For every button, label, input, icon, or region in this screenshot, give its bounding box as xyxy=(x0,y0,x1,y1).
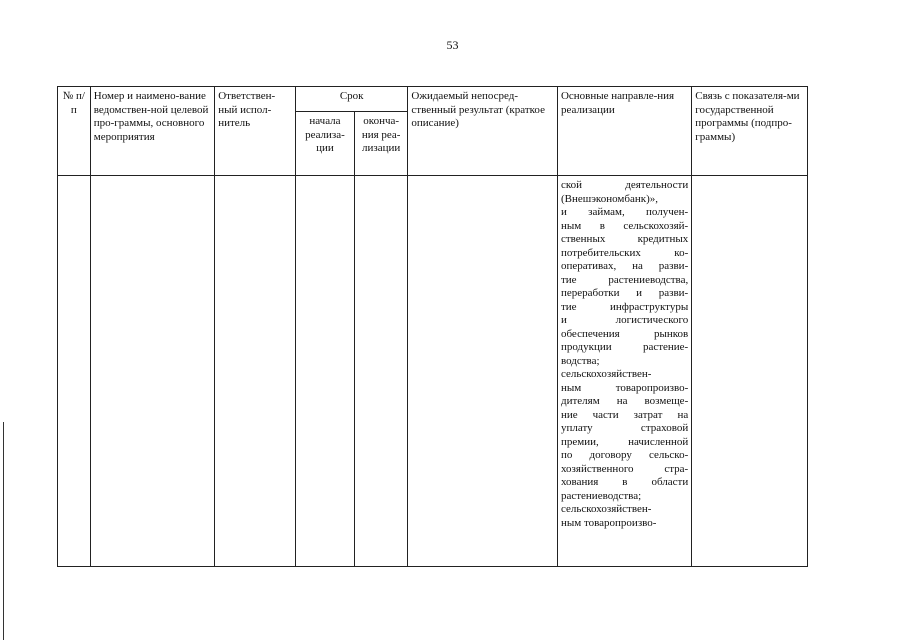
header-executor: Ответствен-ный испол-нитель xyxy=(215,87,296,176)
directions-line: дителям на возмеще- xyxy=(560,395,689,407)
margin-rule xyxy=(3,422,4,640)
directions-line: переработки и разви- xyxy=(560,287,689,299)
header-link: Связь с показателя-ми государственной программы (подпро-граммы) xyxy=(692,87,808,176)
directions-line: ным товаропроизво- xyxy=(560,516,657,529)
directions-line: обеспечения рынков xyxy=(560,327,689,340)
cell-term-end xyxy=(354,176,407,567)
directions-line: премии, начисленной xyxy=(560,435,689,448)
directions-line: оперативах, на разви- xyxy=(560,260,689,272)
cell-directions xyxy=(557,176,691,567)
header-row xyxy=(58,87,808,112)
header-term: Срок xyxy=(295,87,407,112)
table-row xyxy=(58,176,808,567)
directions-line: хования в области xyxy=(560,476,689,488)
page-number: 53 xyxy=(446,38,459,52)
header-directions: Основные направле-ния реализации xyxy=(557,87,691,176)
directions-line: и займам, получен- xyxy=(560,206,689,218)
header-program: Номер и наимено-вание ведомствен-ной целевой про-граммы, основного мероприятия xyxy=(90,87,214,176)
header-result: Ожидаемый непосред-ственный результат (краткое описание) xyxy=(408,87,558,176)
directions-line: по договору сельско- xyxy=(560,449,689,461)
directions-line: сельскохозяйствен- xyxy=(560,368,652,380)
directions-line: продукции растение- xyxy=(560,341,689,353)
cell-link xyxy=(692,176,808,567)
header-term-end: оконча-ния реа-лизации xyxy=(354,112,407,176)
program-table xyxy=(57,86,808,567)
directions-line: ственных кредитных xyxy=(560,233,689,245)
directions-line: хозяйственного стра- xyxy=(560,462,689,475)
directions-line: водства; xyxy=(560,354,600,367)
cell-executor xyxy=(215,176,296,567)
directions-line: уплату страховой xyxy=(560,422,689,434)
directions-line: сельскохозяйствен- xyxy=(560,503,652,515)
cell-num xyxy=(58,176,91,567)
directions-line: тие инфраструктуры xyxy=(560,300,689,313)
directions-line: (Внешэкономбанк)», xyxy=(560,192,658,205)
header-term-start: начала реализа-ции xyxy=(295,112,354,176)
directions-line: ным товаропроизво- xyxy=(560,381,689,394)
directions-line: потребительских ко- xyxy=(560,246,689,259)
cell-result xyxy=(408,176,558,567)
directions-line: ние части затрат на xyxy=(560,408,689,421)
directions-line: растениеводства; xyxy=(560,489,642,502)
header-num: № п/п xyxy=(58,87,91,176)
directions-line: и логистического xyxy=(560,314,689,326)
cell-program xyxy=(90,176,214,567)
directions-line: ным в сельскохозяй- xyxy=(560,219,689,232)
directions-line: ской деятельности xyxy=(560,179,689,191)
directions-line: тие растениеводства, xyxy=(560,273,689,286)
cell-term-start xyxy=(295,176,354,567)
